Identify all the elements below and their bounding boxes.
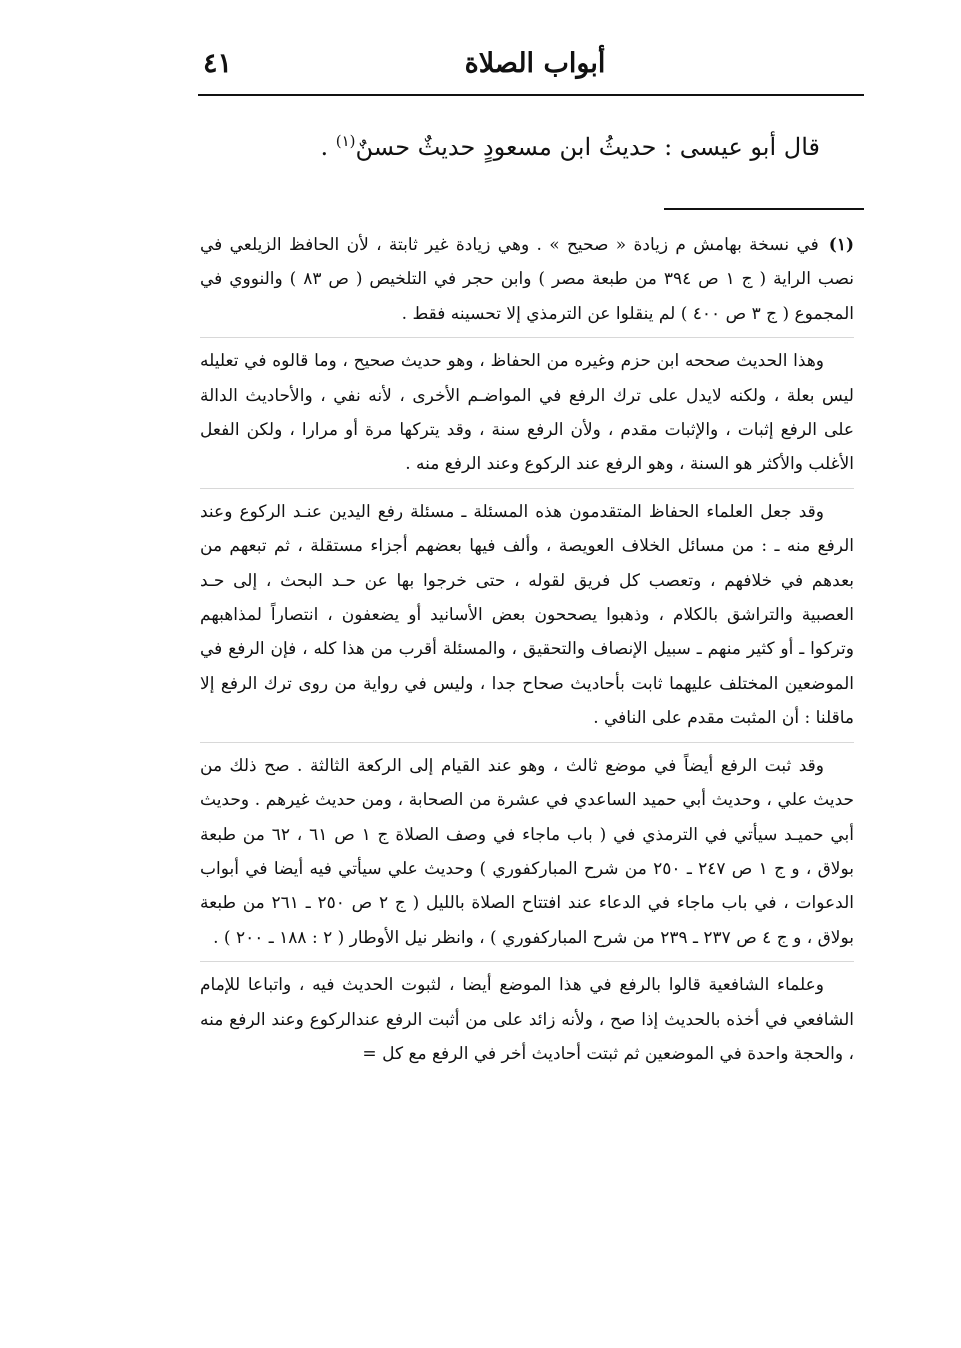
footnotes [200, 228, 854, 1071]
footnote-paragraph: وقد جعل العلماء الحفاظ المتقدمون هذه المسئلة ـ مسئلة رفع اليدين عنـد الركوع وعند الرفع منه ـ : من مسائل الخلاف العويصة ، وألف فيها بعضهم أجزاء مستقلة ، ثم تبعهم من بعدهم في خلافهم ، وتعصب كل فريق لقوله ، حتى خرجوا بها عن حـد البحث ، إلى حـد العصبية والتراشق بالكلام ، وذهبوا يصححون بعض الأسانيد أو يضعفون ، انتصاراً لمذاهبهم وتركوا ـ أو كثير منهم ـ سبيل الإنصاف والتحقيق ، والمسئلة أقرب من هذا كله ، فإن الرفع في الموضعين المختلف عليهما ثابت بأحاديث صحاح جدا ، وليس في رواية من روى ترك الرفع إلا ماقلنا : أن المثبت مقدم على النافي . [200, 488, 854, 736]
footnote-reference: (١) [335, 132, 356, 150]
statement-end-mark: . [320, 133, 329, 161]
main-statement [290, 128, 820, 166]
footnote-paragraph [200, 228, 854, 331]
footnote-paragraph: وقد ثبت الرفع أيضاً في موضع ثالث ، وهو عند القيام إلى الركعة الثالثة . صح ذلك من حديث علي ، وحديث أبي حميد الساعدي في عشرة من الصحابة ، ومن حديث غيرهم . وحديث أبي حميـد سيأتي في الترمذي في ( باب ماجاء في وصف الصلاة ج ١ ص ٦١ ، ٦٢ من طبعة بولاق ، و ج ١ ص ٢٤٧ ـ ٢٥٠ من شرح المباركفوري ) وحديث علي سيأتي فيه أيضا في أبواب الدعوات ، في باب ماجاء في الدعاء عند افتتاح الصلاة بالليل ( ج ٢ ص ٢٥٠ ـ ٢٦١ من طبعة بولاق ، و ج ٤ ص ٢٣٧ ـ ٢٣٩ من شرح المباركفوري ) ، وانظر نيل الأوطار ( ٢ : ١٨٨ ـ ٢٠٠ ) . [200, 742, 854, 955]
header-rule [198, 94, 864, 96]
page-number: ٤١ [203, 48, 233, 79]
footnote-paragraph: وهذا الحديث صححه ابن حزم وغيره من الحفاظ ، وهو حديث صحيح ، وما قالوه في تعليله ليس بعلة ، ولكنه لايدل على ترك الرفع في المواضـم الأخرى ، لأنه نفي ، والأحاديث الدالة على الرفع إثبات ، والإثبات مقدم ، ولأن الرفع سنة ، وقد يتركها مرة أو مرارا ، ولكن الفعل الأغلب والأكثر هو السنة ، وهو الرفع عند الركوع وعند الرفع منه . [200, 337, 854, 482]
running-title: أبواب الصلاة [464, 48, 606, 79]
footnote-text: في نسخة بهامش م زيادة « صحيح » . وهي زيادة غير ثابتة ، لأن الحافظ الزيلعي في نصب الراية ( ج ١ ص ٣٩٤ من طبعة مصر ) وابن حجر في التلخيص ( ص ٨٣ ) والنووي في المجموع ( ج ٣ ص ٤٠٠ ) لم ينقلوا عن الترمذي إلا تحسينه فقط . [200, 235, 854, 324]
statement-text: قال أبو عيسى : حديثُ ابن مسعودٍ حديثٌ حسنٌ [355, 133, 820, 161]
footnote-paragraph: وعلماء الشافعية قالوا بالرفع في هذا الموضع أيضا ، لثبوت الحديث فيه ، واتباعا للإمام الشافعي في أخذه بالحديث إذا صح ، ولأنه زائد على من أثبت الرفع عندالركوع وعند الرفع منه ، والحجة واحدة في الموضعين ثم ثبتت أحاديث أخر في الرفع مع كل = [200, 961, 854, 1071]
footnote-separator [664, 208, 864, 210]
footnote-marker: (١) [828, 235, 854, 255]
page-header [195, 42, 875, 90]
